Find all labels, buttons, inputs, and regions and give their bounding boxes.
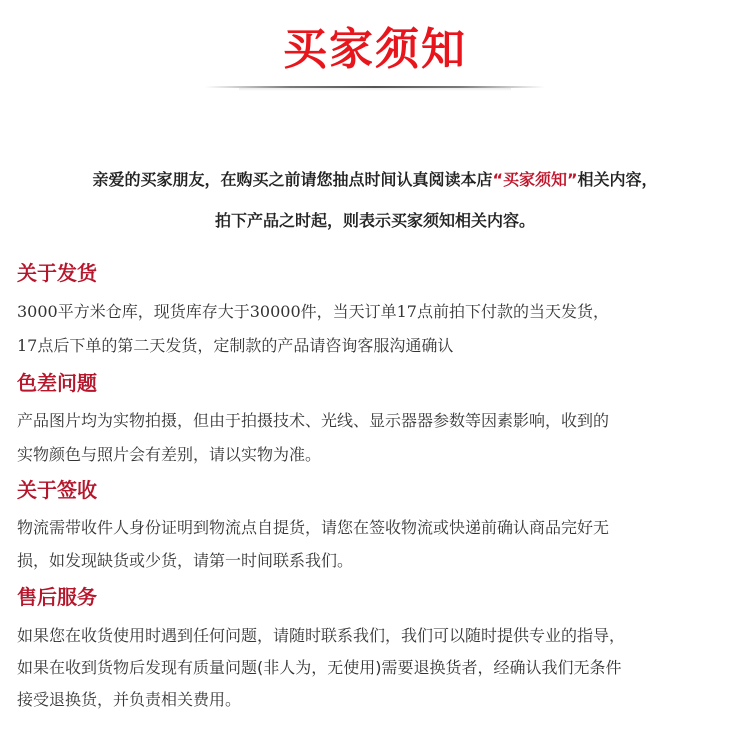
intro-text-after: 相关内容， (577, 170, 658, 189)
intro-line-1 (0, 168, 750, 192)
section-body-line: 如果您在收货使用时遇到任何问题，请随时联系我们，我们可以随时提供专业的指导， (17, 626, 626, 645)
section-body-line: 接受退换货，并负责相关费用。 (17, 690, 242, 709)
section-heading-shipping: 关于发货 (17, 261, 97, 285)
section-body-line: 实物颜色与照片会有差别，请以实物为准。 (17, 445, 322, 464)
section-body-line: 17点后下单的第二天发货，定制款的产品请咨询客服沟通确认 (17, 336, 454, 355)
section-heading-after-sales: 售后服务 (17, 585, 97, 609)
page-title: 买家须知 (283, 24, 467, 75)
intro-text-before: 亲爱的买家朋友，在购买之前请您抽点时间认真阅读本店 (92, 170, 493, 189)
section-body-line: 如果在收到货物后发现有质量问题(非人为，无使用)需要退换货者，经确认我们无条件 (17, 658, 622, 677)
section-heading-color-difference: 色差问题 (17, 371, 97, 395)
section-body-line: 3000平方米仓库，现货库存大于30000件，当天订单17点前拍下付款的当天发货， (17, 302, 609, 321)
section-body-line: 损，如发现缺货或少货，请第一时间联系我们。 (17, 551, 354, 570)
title-divider (205, 86, 545, 88)
intro-line-2: 拍下产品之时起，则表示买家须知相关内容。 (214, 211, 535, 230)
section-heading-receipt: 关于签收 (17, 478, 97, 502)
section-body-line: 产品图片均为实物拍摄，但由于拍摄技术、光线、显示器器参数等因素影响，收到的 (17, 411, 610, 430)
intro-highlight: “买家须知” (492, 170, 578, 189)
section-body-line: 物流需带收件人身份证明到物流点自提货，请您在签收物流或快递前确认商品完好无 (17, 518, 610, 537)
